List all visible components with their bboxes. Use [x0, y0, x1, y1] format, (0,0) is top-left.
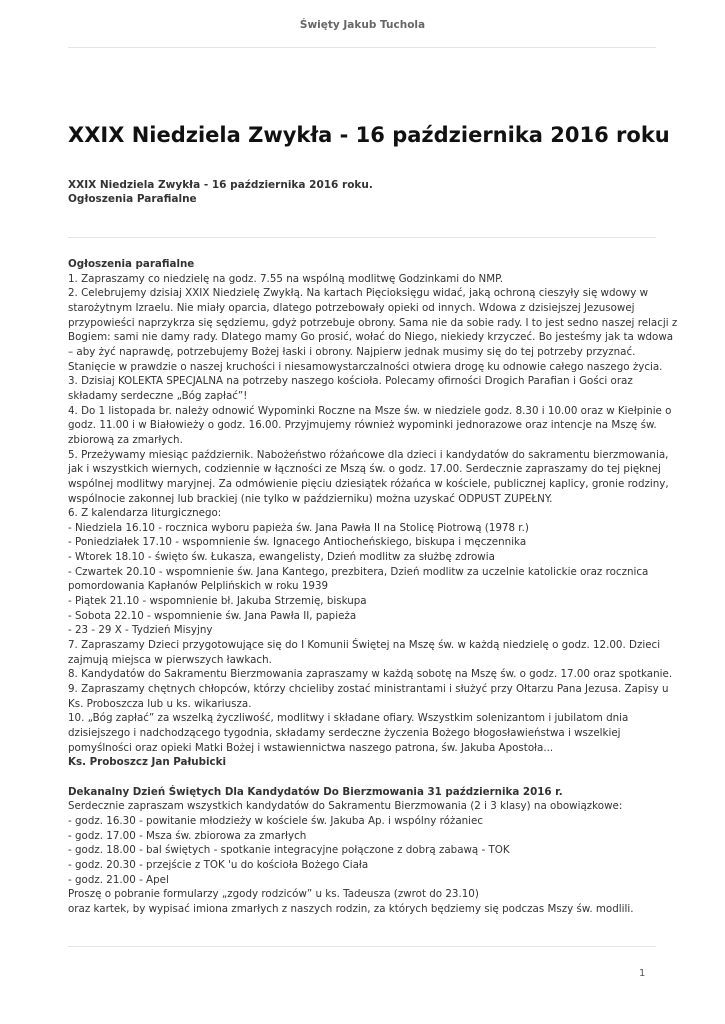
body-line: oraz kartek, by wypisać imiona zmarłych z naszych rodzin, za których będziemy się podczas Mszy św. modlili. — [68, 902, 634, 915]
body-line: - 23 - 29 X - Tydzień Misyjny — [68, 624, 213, 637]
body-line: Ks. Proboszcza lub u ks. wikariusza. — [68, 697, 252, 710]
body-line: - Poniedziałek 17.10 - wspomnienie św. Ignacego Antiocheńskiego, biskupa i męczennika — [68, 536, 527, 549]
body-line: - godz. 21.00 - Apel — [68, 873, 169, 886]
section-heading: Ogłoszenia parafialne — [68, 258, 195, 270]
body-line: 4. Do 1 listopada br. należy odnowić Wypominki Roczne na Msze św. w niedziele godz. 8.30 i 10.00 oraz w Kiełpinie o — [68, 404, 672, 417]
body-line: zajmują miejsca w pierwszych ławkach. — [68, 653, 272, 666]
page-number: 1 — [639, 968, 646, 979]
body-line: 2. Celebrujemy dzisiaj XXIX Niedzielę Zwykłą. Na kartach Pięcioksięgu widać, jaką ochroną cieszyły się wdowy w — [68, 287, 649, 300]
body-line: - godz. 20.30 - przejście z TOK 'u do kościoła Bożego Ciała — [68, 858, 369, 871]
footer-divider — [68, 946, 656, 947]
body-line: – aby żyć naprawdę, potrzebujemy Bożej łaski i obrony. Najpierw jednak musimy się do tej potrzeby przyznać. — [68, 345, 636, 358]
body-line: pomordowania Kapłanów Pelplińskich w roku 1939 — [68, 580, 329, 593]
paragraph-gap — [68, 770, 658, 785]
article-body — [68, 257, 678, 917]
body-line: Serdecznie zapraszam wszystkich kandydatów do Sakramentu Bierzmowania (2 i 3 klasy) na obowiązkowe: — [68, 800, 623, 813]
section-heading: Dekanalny Dzień Świętych Dla Kandydatów Do Bierzmowania 31 października 2016 r. — [68, 785, 563, 798]
body-line: przypowieści naprzykrza się sędziemu, gdyż potrzebuje obrony. Sama nie da sobie rady. I to jest sedno naszej relacji z — [68, 316, 678, 329]
body-line: wspólnocie zakonnej lub brackiej (nie tylko w październiku) można uzyskać ODPUST ZUPEŁNY. — [68, 492, 553, 505]
body-line: - godz. 16.30 - powitanie młodzieży w kościele św. Jakuba Ap. i wspólny różaniec — [68, 814, 484, 827]
intro-divider — [68, 237, 656, 238]
body-line: 9. Zapraszamy chętnych chłopców, którzy chcieliby zostać ministrantami i służyć przy Ołtarzu Pana Jezusa. Zapisy u — [68, 683, 669, 696]
body-line: - Czwartek 20.10 - wspomnienie św. Jana Kantego, prezbitera, Dzień modlitw za uczelnie katolickie oraz rocznica — [68, 565, 649, 578]
body-line: Stanięcie w prawdzie o naszej kruchości i niesamowystarczalności otwiera drogę ku odnowie całego naszego życia. — [68, 360, 663, 373]
body-line: starożytnym Izraelu. Nie miały oparcia, dlatego potrzebowały opieki od innych. Wdowa z dzisiejszej Jezusowej — [68, 301, 635, 314]
body-line: 1. Zapraszamy co niedzielę na godz. 7.55 na wspólną modlitwę Godzinkami do NMP. — [68, 272, 504, 285]
body-line: Bogiem: sami nie damy rady. Dlatego mamy Go prosić, wołać do Niego, niekiedy krzyczeć. Bo jesteśmy jak ta wdowa — [68, 331, 674, 344]
body-line: - godz. 17.00 - Msza św. zbiorowa za zmarłych — [68, 829, 307, 842]
body-line: 8. Kandydatów do Sakramentu Bierzmowania zapraszamy w każdą sobotę na Mszę św. o godz. 17.00 oraz spotkanie. — [68, 668, 673, 681]
body-line: pomyślności oraz opieki Matki Bożej i wstawiennictwa naszego patrona, św. Jakuba Apostoła... — [68, 741, 554, 754]
site-title: Święty Jakub Tuchola — [299, 19, 426, 31]
body-line: - Niedziela 16.10 - rocznica wyboru papieża św. Jana Pawła II na Stolicę Piotrową (1978 r.) — [68, 521, 529, 534]
body-line: - Piątek 21.10 - wspomnienie bł. Jakuba Strzemię, biskupa — [68, 595, 367, 608]
header-divider — [68, 47, 656, 48]
body-line: Proszę o pobranie formularzy „zgody rodziców” u ks. Tadeusza (zwrot do 23.10) — [68, 888, 479, 901]
body-line: 5. Przeżywamy miesiąc październik. Nabożeństwo różańcowe dla dzieci i kandydatów do sakramentu bierzmowania, — [68, 448, 669, 461]
body-line: dzisiejszego i nadchodzącego tygodnia, składamy serdeczne życzenia Bożego błogosławieństwa i wszelkiej — [68, 727, 621, 739]
body-line: 10. „Bóg zapłać” za wszelką życzliwość, modlitwy i składane ofiary. Wszystkim solenizantom i jubilatom dnia — [68, 712, 629, 725]
intro-line: XXIX Niedziela Zwykła - 16 października 2016 roku. — [68, 179, 373, 191]
intro-line: Ogłoszenia Parafialne — [68, 193, 197, 205]
page-title: XXIX Niedziela Zwykła - 16 października 2016 roku — [68, 123, 670, 147]
body-line: - Wtorek 18.10 - święto św. Łukasza, ewangelisty, Dzień modlitw za służbę zdrowia — [68, 551, 495, 564]
body-line: jak i wszystkich wiernych, codziennie w łączności ze Mszą św. o godz. 17.00. Serdecznie zapraszamy do tej pięknej — [68, 463, 661, 476]
body-line: składamy serdeczne „Bóg zapłać”! — [68, 389, 248, 402]
body-line: 6. Z kalendarza liturgicznego: — [68, 507, 222, 520]
section-heading: Ks. Proboszcz Jan Pałubicki — [68, 756, 226, 769]
body-line: wspólnej modlitwy maryjnej. Za odmówienie pięciu dziesiątek różańca w kościele, publicznej kaplicy, gronie rodziny, — [68, 477, 669, 490]
body-line: zbiorową za zmarłych. — [68, 433, 183, 446]
body-line: - Sobota 22.10 - wspomnienie św. Jana Pawła II, papieża — [68, 609, 357, 622]
body-line: - godz. 18.00 - bal świętych - spotkanie integracyjne połączone z dobrą zabawą - TOK — [68, 844, 510, 857]
body-line: 7. Zapraszamy Dzieci przygotowujące się do I Komunii Świętej na Mszę św. w każdą niedzielę o godz. 12.00. Dzieci — [68, 639, 661, 652]
body-line: godz. 11.00 i w Białowieży o godz. 16.00. Przyjmujemy również wypominki jednorazowe oraz intencje na Mszę św. — [68, 419, 657, 432]
article-intro — [68, 178, 658, 206]
body-line: 3. Dzisiaj KOLEKTA SPECJALNA na potrzeby naszego kościoła. Polecamy ofirności Drogich Parafian i Gości oraz — [68, 375, 633, 388]
